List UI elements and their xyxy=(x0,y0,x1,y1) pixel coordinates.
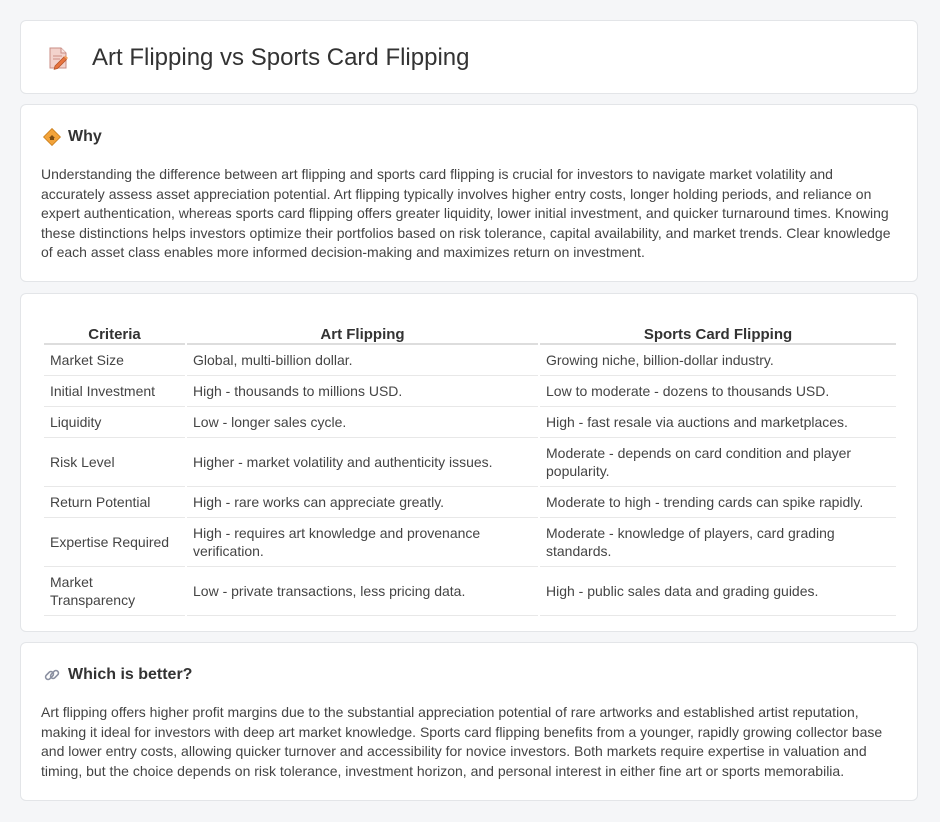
diamond-sign-icon xyxy=(43,128,61,146)
art-cell: Global, multi-billion dollar. xyxy=(187,345,538,376)
better-text: Art flipping offers higher profit margins due to the substantial appreciation potential of rare artworks and established artist reputation, making it ideal for investors with deep art market knowledge. Sports card flipping benefits from a younger, rapidly growing collector base and lower entry costs, allowing quicker turnover and accessibility for novice investors. Both markets require expertise in valuation and timing, but the choice depends on risk tolerance, investment horizon, and personal interest in either fine art or sports memorabilia. xyxy=(41,704,883,779)
table-row xyxy=(44,376,896,407)
which-better-section xyxy=(20,642,918,801)
better-heading xyxy=(43,665,192,685)
art-cell: Low - longer sales cycle. xyxy=(187,407,538,438)
criteria-cell: Initial Investment xyxy=(44,376,185,407)
why-title: Why xyxy=(68,128,102,145)
header-card xyxy=(20,20,918,94)
why-heading xyxy=(43,127,102,147)
sports-cell: Growing niche, billion-dollar industry. xyxy=(540,345,896,376)
why-text: Understanding the difference between art flipping and sports card flipping is crucial for investors to navigate market volatility and accurately assess asset appreciation potential. Art flipping typically involves higher entry costs, longer holding periods, and reliance on expert authentication, whereas sports card flipping offers greater liquidity, lower initial investment, and quicker turnaround times. Knowing these distinctions helps investors optimize their portfolios based on risk tolerance, capital availability, and market trends. Clear knowledge of each asset class enables more informed decision-making and maximizes return on investment. xyxy=(41,166,891,261)
table-header-row xyxy=(44,314,896,345)
art-cell: High - rare works can appreciate greatly. xyxy=(187,487,538,518)
table-row xyxy=(44,345,896,376)
sports-cell: Moderate - depends on card condition and player popularity. xyxy=(540,438,896,487)
sports-cell: Moderate - knowledge of players, card grading standards. xyxy=(540,518,896,567)
art-cell: Higher - market volatility and authenticity issues. xyxy=(187,438,538,487)
sports-cell: High - public sales data and grading guides. xyxy=(540,567,896,616)
column-header-art: Art Flipping xyxy=(187,314,538,345)
sports-cell: Low to moderate - dozens to thousands USD. xyxy=(540,376,896,407)
column-header-sports: Sports Card Flipping xyxy=(540,314,896,345)
comparison-table-card xyxy=(20,293,918,632)
table-row xyxy=(44,438,896,487)
criteria-cell: Risk Level xyxy=(44,438,185,487)
link-icon xyxy=(43,666,61,684)
why-section xyxy=(20,104,918,282)
table-row xyxy=(44,518,896,567)
column-header-criteria: Criteria xyxy=(44,314,185,345)
criteria-cell: Expertise Required xyxy=(44,518,185,567)
table-row xyxy=(44,567,896,616)
comparison-table xyxy=(42,314,898,616)
criteria-cell: Market Size xyxy=(44,345,185,376)
sports-cell: High - fast resale via auctions and marketplaces. xyxy=(540,407,896,438)
better-title: Which is better? xyxy=(68,666,193,683)
criteria-cell: Market Transparency xyxy=(44,567,185,616)
art-cell: High - thousands to millions USD. xyxy=(187,376,538,407)
table-row xyxy=(44,407,896,438)
page-title: Art Flipping vs Sports Card Flipping xyxy=(92,44,470,71)
criteria-cell: Return Potential xyxy=(44,487,185,518)
document-pencil-icon xyxy=(47,46,69,70)
art-cell: High - requires art knowledge and provenance verification. xyxy=(187,518,538,567)
criteria-cell: Liquidity xyxy=(44,407,185,438)
table-row xyxy=(44,487,896,518)
sports-cell: Moderate to high - trending cards can spike rapidly. xyxy=(540,487,896,518)
art-cell: Low - private transactions, less pricing data. xyxy=(187,567,538,616)
